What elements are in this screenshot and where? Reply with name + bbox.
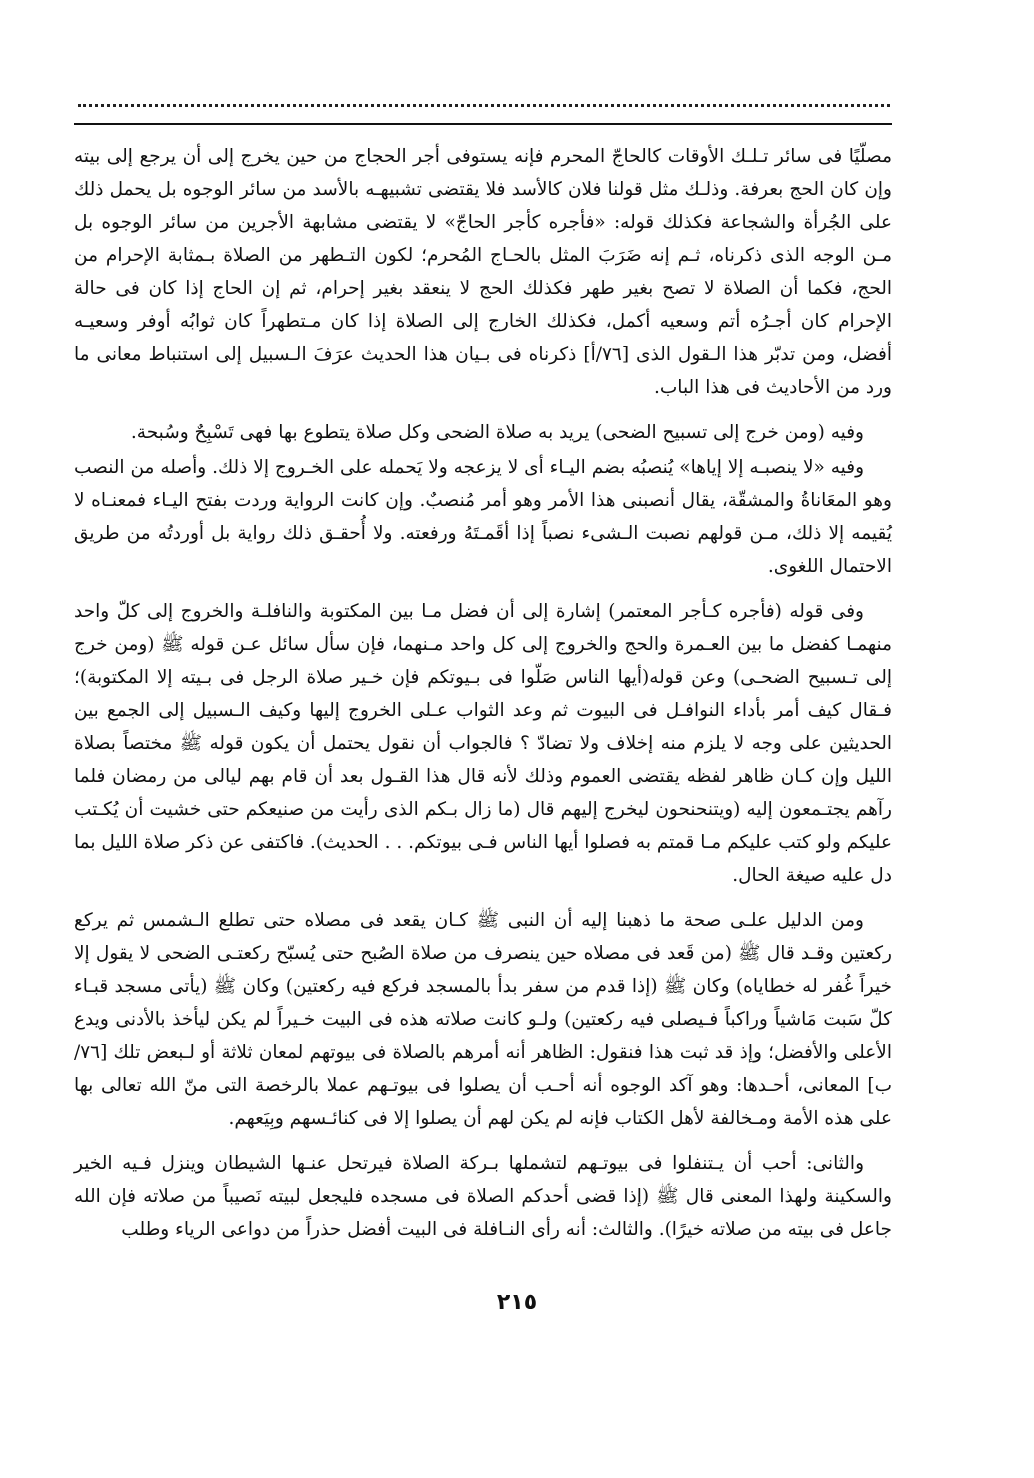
page-number: ٢١٥ — [496, 1290, 538, 1315]
paragraph-5: ومن الدليل علـى صحة ما ذهبنا إليه أن النبى ﷺ كـان يقعد فى مصلاه حتى تطلع الـشمس ثم يركع ركعتين وقـد قال ﷺ (من قَعد فى مصلاه حين ينصرف من صلاة الصُبح حتى يُسبّح ركعتـى الضحى لا يقول إلا خيراً غُفر له خطاياه) وكان ﷺ (إذا قدم من سفر بدأ بالمسجد فركع فيه ركعتين) وكان ﷺ (يأتى مسجد قبـاء كلّ سَبت مَاشياً وراكباً فـيصلى فيه ركعتين) ولـو كانت صلاته هذه فى البيت خـيراً لم يكن ليأخذ بالأدنى ويدع الأعلى والأفضل؛ وإذ قد ثبت هذا فنقول: الظاهر أنه أمرهم بالصلاة فى بيوتهم لمعان ثلاثة أو لـبعض تلك [٧٦/ب] المعانى، أحـدها: وهو آكد الوجوه أنه أحـب أن يصلوا فى بيوتـهم عملا بالرخصة التى منّ الله تعالى بها على هذه الأمة ومـخالفة لأهل الكتاب فإنه لم يكن لهم أن يصلوا إلا فى كنائـسهم وبِيَعهم. — [74, 910, 892, 1129]
paragraph-2: وفيه (ومن خرج إلى تسبيح الضحى) يريد به صلاة الضحى وكل صلاة يتطوع بها فهى تَسْبِحٌ وسُبحة. — [130, 422, 864, 443]
header-solid-rule — [74, 123, 892, 125]
header-dotted-rule — [78, 104, 890, 107]
paragraph-6: والثانى: أحب أن يـتنفلوا فى بيوتـهم لتشملها بـركة الصلاة فيرتحل عنـها الشيطان وينزل فـيه الخير والسكينة ولهذا المعنى قال ﷺ (إذا قضى أحدكم الصلاة فى مسجده فليجعل لبيته نَصيباً من صلاته فإن الله جاعل فى بيته من صلاته خيرًا). والثالث: أنه رأى النـافلة فى البيت أفضل حذراً من دواعى الرياء وطلب — [74, 1153, 892, 1240]
paragraph-1: مصلّيًا فى سائر تـلـك الأوقات كالحاجّ المحرم فإنه يستوفى أجر الحجاج من حين يخرج إلى أن يرجع إلى بيته وإن كان الحج بعرفة. وذلـك مثل قولنا فلان كالأسد فلا يقتضى تشبيهـه بالأسد من سائر الوجوه بل يحمل ذلك على الجُرأة والشجاعة فكذلك قوله: «فأجره كأجر الحاجّ» لا يقتضى مشابهة الأجرين من سائر الوجوه بل مـن الوجه الذى ذكرناه، ثـم إنه ضَرَبَ المثل بالحـاج المُحرم؛ لكون التـطهر من الصلاة بـمثابة الإحرام من الحج، فكما أن الصلاة لا تصح بغير طهر فكذلك الحج لا ينعقد بغير إحرام، ثم إن الحاج إذا كان فى حالة الإحرام كان أجـرُه أتم وسعيه أكمل، فكذلك الخارج إلى الصلاة إذا كان مـتطهراً كان ثوابُه أوفر وسعيـه أفضل، ومن تدبّر هذا الـقول الذى [٧٦/أ] ذكرناه فى بـيان هذا الحديث عرَفَ الـسبيل إلى استنباط معانى ما ورد من الأحاديث فى هذا الباب. — [74, 146, 893, 398]
page-body-text — [74, 140, 892, 1258]
paragraph-4: وفى قوله (فأجره كـأجر المعتمر) إشارة إلى أن فضل مـا بين المكتوبة والنافلـة والخروج إلى كلّ واحد منهمـا كفضل ما بين العـمرة والحج والخروج إلى كل واحد مـنهما، فإن سأل سائل عـن قوله ﷺ (ومن خرج إلى تـسبيح الضحـى) وعن قوله(أيها الناس صَلّوا فى بـيوتكم فإن خـير صلاة الرجل فى بـيته إلا المكتوبة)؛ فـقال كيف أمر بأداء النوافـل فى البيوت ثم وعد الثواب عـلى الخروج إليها وكيف الـسبيل إلى الجمع بين الحديثين على وجه لا يلزم منه إخلاف ولا تضادّ ؟ فالجواب أن نقول يحتمل أن يكون قوله ﷺ مختصاً بصلاة الليل وإن كـان ظاهر لفظه يقتضى العموم وذلك لأنه قال هذا القـول بعد أن قام بهم ليالى من رمضان فلما رآهم يجتـمعون إليه (ويتنحنحون ليخرج إليهم قال (ما زال بـكم الذى رأيت من صنيعكم حتى خشيت أن يُكـتب عليكم ولو كتب عليكم مـا قمتم به فصلوا أيها الناس فـى بيوتكم. . . الحديث). فاكتفى عن ذكر صلاة الليل بما دل عليه صيغة الحال. — [74, 601, 892, 886]
paragraph-3: وفيه «لا ينصبـه إلا إياها» يُنصبُه بضم اليـاء أى لا يزعجه ولا يَحمله على الخـروج إلا ذلك. وأصله من النصب وهو المعَاناةُ والمشقّة، يقال أنصبنى هذا الأمر وهو أمر مُنصبٌ. وإن كانت الرواية وردت بفتح اليـاء فمعنـاه لا يُقيمه إلا ذلك، مـن قولهم نصبت الـشىء نصباً إذا أقَمـتَهُ ورفعته. ولا أُحقـق ذلك رواية بل أوردتُه من طريق الاحتمال اللغوى. — [74, 457, 892, 577]
